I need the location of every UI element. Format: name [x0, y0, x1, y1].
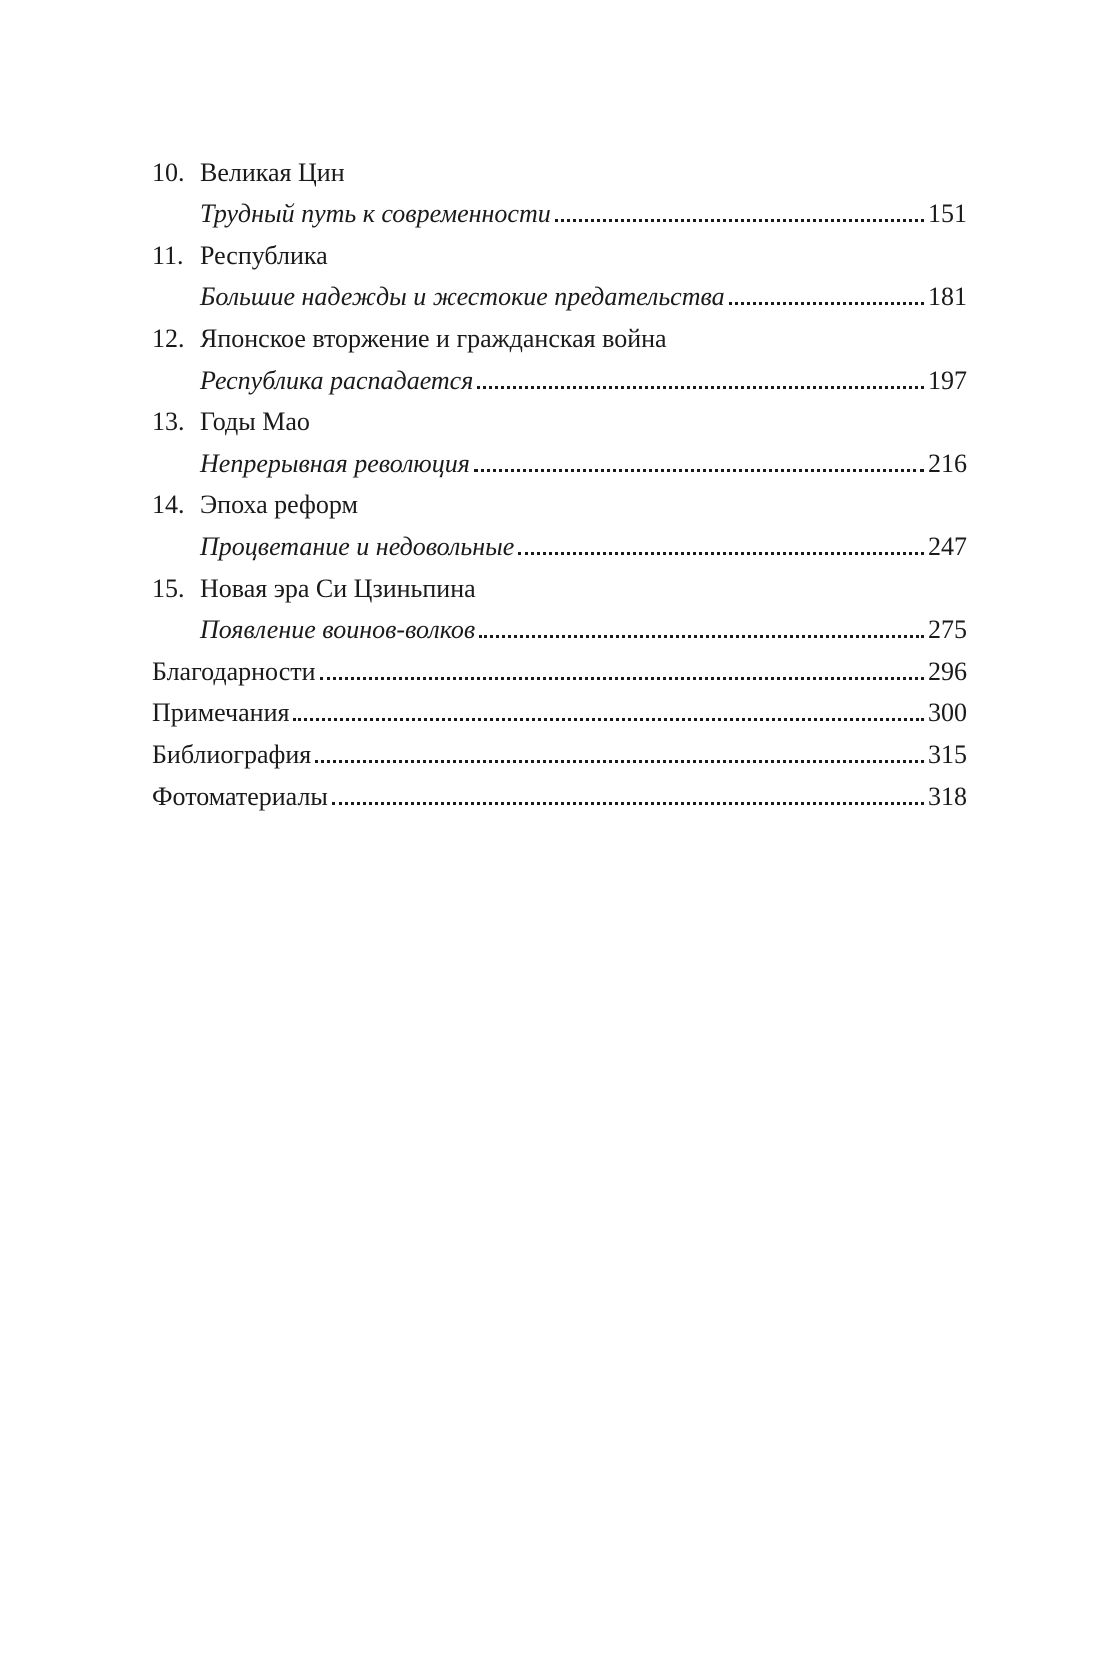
page-number: 216: [928, 448, 967, 478]
toc-entry-chapter-13[interactable]: [152, 439, 967, 481]
chapter-number: 12.: [152, 323, 185, 353]
chapter-subtitle: Трудный путь к современности: [200, 199, 551, 229]
page-number: 296: [928, 656, 967, 686]
dot-leader: [479, 635, 924, 638]
chapter-title: Годы Мао: [200, 407, 310, 437]
page-number: 247: [928, 531, 967, 561]
chapter-number: 10.: [152, 157, 185, 187]
chapter-title: Великая Цин: [200, 157, 345, 187]
toc-entry-chapter-11[interactable]: [152, 273, 967, 315]
dot-leader: [293, 718, 924, 721]
chapter-subtitle: Непрерывная революция: [200, 448, 470, 478]
dot-leader: [332, 802, 924, 805]
chapter-number: 14.: [152, 490, 185, 520]
chapter-number: 15.: [152, 573, 185, 603]
dot-leader: [477, 386, 924, 389]
page-number: 300: [928, 698, 967, 728]
chapter-heading: [152, 398, 967, 440]
page-number: 151: [928, 199, 967, 229]
entry-title: Библиография: [152, 739, 312, 769]
toc-entry-chapter-10[interactable]: [152, 190, 967, 232]
page-number: 181: [928, 282, 967, 312]
chapter-title: Эпоха реформ: [200, 490, 358, 520]
entry-title: Благодарности: [152, 656, 316, 686]
entry-title: Фотоматериалы: [152, 781, 328, 811]
dot-leader: [315, 760, 924, 763]
chapter-subtitle: Процветание и недовольные: [200, 531, 515, 561]
chapter-subtitle: Большие надежды и жестокие предательства: [200, 282, 725, 312]
chapter-heading: [152, 231, 967, 273]
toc-entry-notes[interactable]: [152, 689, 967, 731]
toc-entry-chapter-12[interactable]: [152, 356, 967, 398]
chapter-heading: [152, 564, 967, 606]
dot-leader: [555, 219, 924, 222]
chapter-title: Новая эра Си Цзиньпина: [200, 573, 476, 603]
dot-leader: [320, 677, 924, 680]
toc-entry-chapter-14[interactable]: [152, 522, 967, 564]
dot-leader: [474, 469, 924, 472]
table-of-contents: [152, 148, 967, 814]
toc-entry-photo-materials[interactable]: [152, 772, 967, 814]
dot-leader: [729, 302, 924, 305]
chapter-heading: [152, 148, 967, 190]
toc-entry-bibliography[interactable]: [152, 730, 967, 772]
toc-entry-acknowledgements[interactable]: [152, 647, 967, 689]
chapter-subtitle: Появление воинов-волков: [200, 615, 476, 645]
chapter-number: 11.: [152, 240, 184, 270]
chapter-heading: [152, 481, 967, 523]
chapter-heading: [152, 314, 967, 356]
chapter-subtitle: Республика распадается: [200, 365, 474, 395]
chapter-title: Японское вторжение и гражданская война: [200, 323, 667, 353]
page-number: 197: [928, 365, 967, 395]
chapter-title: Республика: [200, 240, 328, 270]
page-number: 315: [928, 739, 967, 769]
dot-leader: [518, 552, 924, 555]
entry-title: Примечания: [152, 698, 290, 728]
page-number: 318: [928, 781, 967, 811]
page-number: 275: [928, 615, 967, 645]
chapter-number: 13.: [152, 407, 185, 437]
toc-entry-chapter-15[interactable]: [152, 606, 967, 648]
